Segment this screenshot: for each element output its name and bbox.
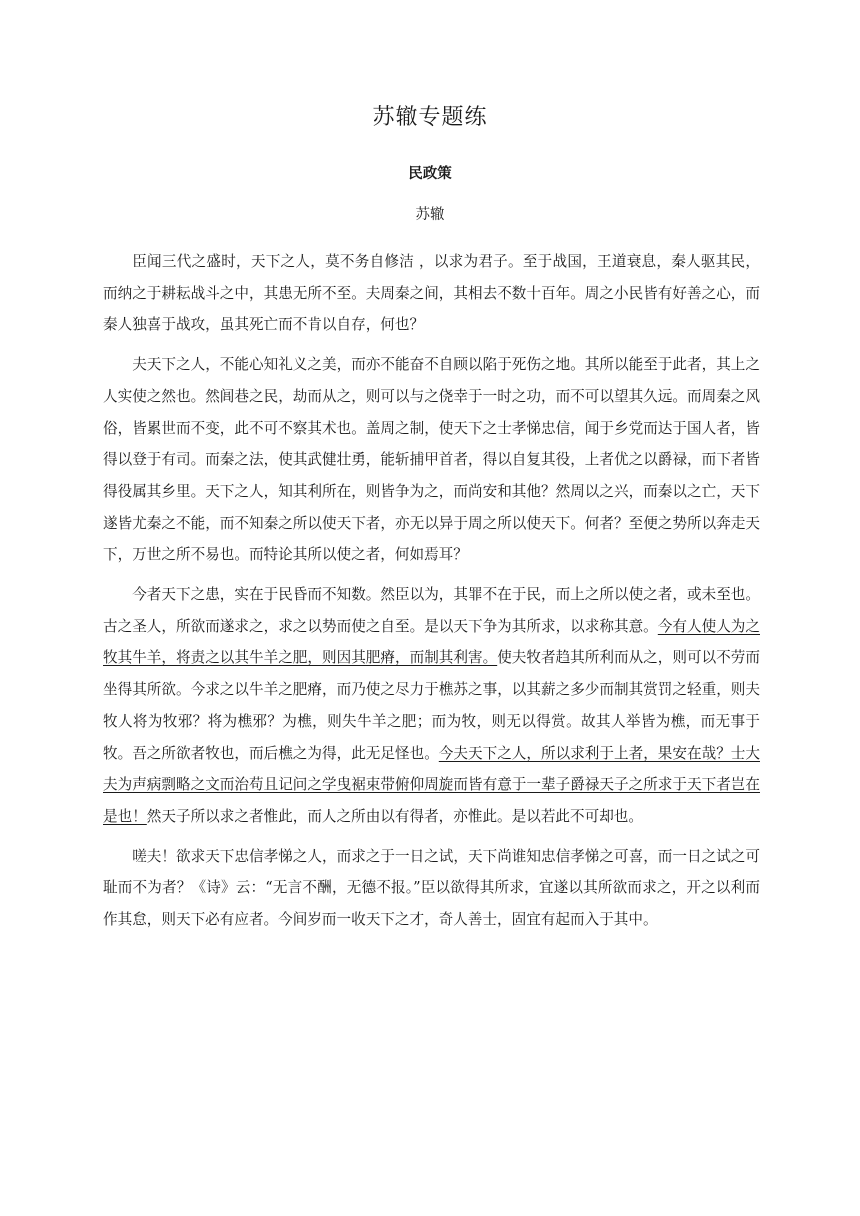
essay-title: 民政策 xyxy=(408,165,452,182)
paragraph xyxy=(103,349,760,571)
paragraph xyxy=(103,579,760,833)
text-run: 臣闻三代之盛时，天下之人，莫不务自修洁 ，以求为君子。至于战国，王道衰息，秦人驱其民，而纳之于耕耘战斗之中，其患无所不至。夫周秦之间，其相去不数十百年。周之小民皆有好善之心，而秦人独喜于战攻，虽其死亡而不肯以自存，何也？ xyxy=(103,253,760,334)
text-run: 然天子所以求之者惟此，而人之所由以有得者，亦惟此。是以若此不可却也。 xyxy=(146,807,643,825)
paragraph xyxy=(103,246,760,341)
text-run: 嗟夫！欲求天下忠信孝悌之人，而求之于一日之试，天下尚谁知忠信孝悌之可喜，而一日之试之可耻而不为者？《诗》云：“无言不酬，无德不报。”臣以欲得其所求，宜遂以其所欲而求之，开之以利而作其怠，则天下必有应者。今间岁而一收天下之才，奇人善士，固宜有起而入于其中。 xyxy=(103,847,760,929)
essay-body xyxy=(103,246,760,944)
text-run: 今者天下之患，实在于民昏而不知数。然臣以为，其罪不在于民，而上之所以使之者，或未至也。古之圣人，所欲而遂求之，求之以势而使之自至。是以天下争为其所求，以求称其意。 xyxy=(103,586,760,635)
text-run: 使夫牧者趋其所利而从之，则可以不劳而坐得其所欲。今求之以牛羊之肥瘠，而乃使之尽力于樵苏之事，以其薪之多少而制其赏罚之轻重，则夫牧人将为牧邪？将为樵邪？为樵，则失牛羊之肥；而为牧，则无以得赏。故其人举皆为樵，而无事于牧。吾之所欲者牧也，而后樵之为得，此无足怪也。 xyxy=(103,649,760,762)
essay-author: 苏辙 xyxy=(415,207,445,223)
text-run: 夫天下之人，不能心知礼义之美，而亦不能奋不自顾以陷于死伤之地。其所以能至于此者，其上之人实使之然也。然闾巷之民，劫而从之，则可以与之侥幸于一时之功，而不可以望其久远。而周秦之风俗，皆累世而不变，此不可不察其术也。盖周之制，使天下之士孝悌忠信，闻于乡党而达于国人者，皆得以登于有司。而秦之法，使其武健壮勇，能斩捕甲首者，得以自复其役，上者优之以爵禄，而下者皆得役属其乡里。天下之人，知其利所在，则皆争为之，而尚安和其他？然周以之兴，而秦以之亡，天下遂皆尤秦之不能，而不知秦之所以使天下者，亦无以异于周之所以使天下。何者？至便之势所以奔走天下，万世之所不易也。而特论其所以使之者，何如焉耳？ xyxy=(103,356,760,564)
document-title: 苏辙专题练 xyxy=(372,105,488,130)
paragraph xyxy=(103,841,760,936)
underlined-sentence: 今夫天下之人，所以求利于上者，果安在哉？士大夫为声病剽略之文而治苟且记问之学曳裾束带俯仰周旋而皆有意于一辈子爵禄天子之所求于天下者岂在是也！ xyxy=(103,744,760,825)
underlined-sentence: 今有人使人为之牧其牛羊，将责之以其牛羊之肥，则因其肥瘠，而制其利害。 xyxy=(103,617,760,667)
